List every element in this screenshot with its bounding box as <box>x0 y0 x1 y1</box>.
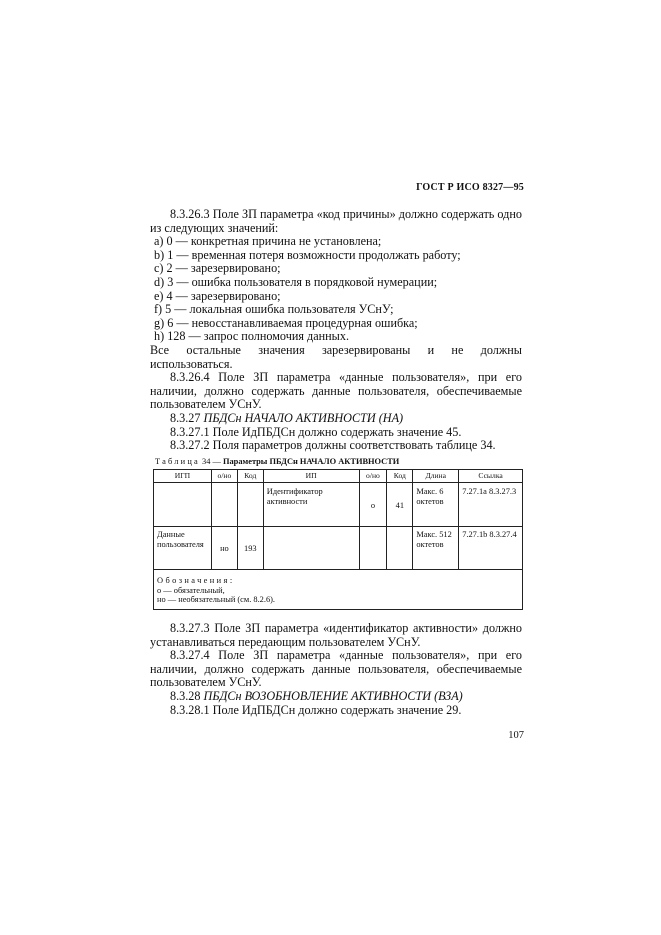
table-cell <box>237 483 263 527</box>
table-caption-word: Таблица <box>155 457 200 466</box>
list-item: a) 0 — конкретная причина не установлена; <box>154 234 382 249</box>
paragraph-8-3-28-1: 8.3.28.1 Поле ИдПБДСн должно содержать значение 29. <box>170 702 462 717</box>
paragraph-8-3-27-3: 8.3.27.3 Поле ЗП параметра «идентификатор активности» должно устанавливаться передающим пользователем УСнУ. <box>150 621 522 649</box>
table-cell: 193 <box>237 527 263 570</box>
table-cell: Идентификатор активности <box>263 483 359 527</box>
column-header: о/но <box>359 470 387 483</box>
table-cell <box>359 527 387 570</box>
table-cell <box>387 527 413 570</box>
table-caption-title: Параметры ПБДСн НАЧАЛО АКТИВНОСТИ <box>222 457 400 466</box>
list-item: f) 5 — локальная ошибка пользователя УСнУ; <box>154 302 394 317</box>
column-header: Код <box>237 470 263 483</box>
list-item: d) 3 — ошибка пользователя в порядковой нумерации; <box>154 274 438 289</box>
list-item: h) 128 — запрос полномочия данных. <box>154 329 349 344</box>
parameters-table <box>153 469 523 610</box>
table-cell: 41 <box>387 483 413 527</box>
table-caption-number: 34 — <box>202 457 221 466</box>
table-cell: Данные пользователя <box>154 527 212 570</box>
note-line: о — обязательный, <box>157 585 225 595</box>
note-line: но — необязательный (см. 8.2.6). <box>157 595 276 605</box>
column-header: о/но <box>211 470 237 483</box>
table-cell: Макс. 6 октетов <box>413 483 459 527</box>
table-header-row <box>154 470 523 483</box>
table-cell: 7.27.1b 8.3.27.4 <box>459 527 523 570</box>
section-heading-8-3-28 <box>150 690 522 704</box>
body-text-top <box>150 208 522 453</box>
table-cell: Макс. 512 октетов <box>413 527 459 570</box>
table-cell: о <box>359 483 387 527</box>
paragraph-8-3-26-3: 8.3.26.3 Поле ЗП параметра «код причины» должно содержать одно из следующих значений: <box>150 207 522 235</box>
list-item: g) 6 — невосстанавливаемая процедурная ошибка; <box>154 315 418 330</box>
section-title: ПБДСн ВОЗОБНОВЛЕНИЕ АКТИВНОСТИ (ВЗА) <box>203 688 463 703</box>
page-number: 107 <box>508 730 524 741</box>
column-header: Длина <box>413 470 459 483</box>
table-cell: но <box>211 527 237 570</box>
table-row <box>154 483 523 527</box>
table-cell: 7.27.1а 8.3.27.3 <box>459 483 523 527</box>
standard-header: ГОСТ Р ИСО 8327—95 <box>416 182 524 193</box>
column-header: Ссылка <box>459 470 523 483</box>
list-item: e) 4 — зарезервировано; <box>154 288 281 303</box>
table-notes-row <box>154 570 523 610</box>
reserved-values-note: Все остальные значения зарезервированы и не должны использоваться. <box>150 342 522 371</box>
table-caption <box>155 457 525 466</box>
section-number: 8.3.28 <box>170 688 201 703</box>
table-row <box>154 527 523 570</box>
table-notes <box>154 570 523 610</box>
section-heading-8-3-27 <box>150 412 522 426</box>
table-cell <box>263 527 359 570</box>
table-cell <box>154 483 212 527</box>
paragraph-8-3-26-4: 8.3.26.4 Поле ЗП параметра «данные пользователя», при его наличии, должно содержать данные пользователя, обеспечиваемые пользователем УСнУ. <box>150 370 522 412</box>
column-header: Код <box>387 470 413 483</box>
list-item: b) 1 — временная потеря возможности продолжать работу; <box>154 247 461 262</box>
notes-title: Обозначения: <box>157 576 235 585</box>
paragraph-8-3-27-2: 8.3.27.2 Поля параметров должны соответствовать таблице 34. <box>170 438 496 453</box>
table-cell <box>211 483 237 527</box>
column-header: ИГП <box>154 470 212 483</box>
section-title: ПБДСн НАЧАЛО АКТИВНОСТИ (НА) <box>203 410 404 425</box>
list-item: c) 2 — зарезервировано; <box>154 261 281 276</box>
paragraph-8-3-27-1: 8.3.27.1 Поле ИдПБДСн должно содержать значение 45. <box>170 424 462 439</box>
paragraph-8-3-27-4: 8.3.27.4 Поле ЗП параметра «данные пользователя», при его наличии, должно содержать данные пользователя, обеспечиваемые пользователем УСнУ. <box>150 648 522 690</box>
section-number: 8.3.27 <box>170 410 201 425</box>
body-text-bottom <box>150 622 522 717</box>
column-header: ИП <box>263 470 359 483</box>
